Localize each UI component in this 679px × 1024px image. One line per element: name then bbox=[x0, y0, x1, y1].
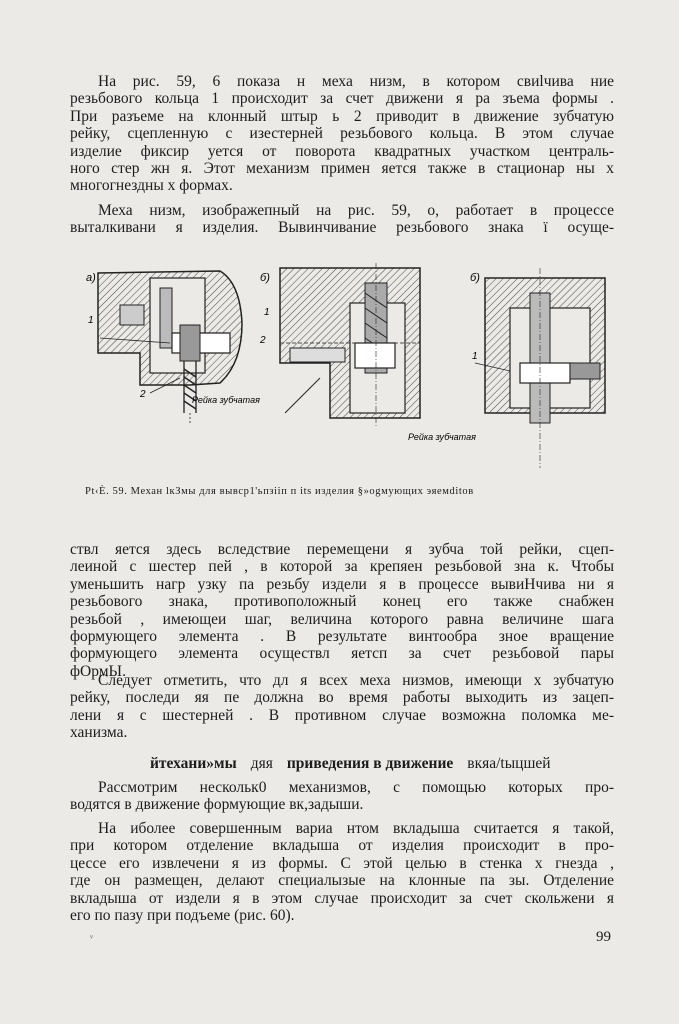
page-mark: ᵛ bbox=[90, 933, 93, 944]
text-line: при котором отделение вкладыша от изделия происходит в про- bbox=[70, 837, 614, 855]
diagram-b bbox=[259, 263, 420, 428]
text-line: Рассмотрим нескольк0 механизмов, с помощью которых про- bbox=[98, 779, 614, 796]
paragraph-1 bbox=[70, 73, 614, 195]
part-number: 1 bbox=[472, 351, 478, 362]
text-line: резьбой , имеющеи шаг, величина которого равна величине шага bbox=[70, 610, 614, 628]
rack-label: Рейка зубчатая bbox=[408, 432, 476, 442]
text-line: На рис. 59, 6 показа н меха низм, в котором свиlчива ние bbox=[98, 73, 614, 90]
text-line: где он размещен, делают специалызые на клонные па зы. Отделение bbox=[70, 872, 614, 890]
label-a: а) bbox=[86, 272, 96, 284]
diagram-c bbox=[408, 268, 605, 468]
part-number: 2 bbox=[140, 389, 146, 400]
text-line: цессе его извлечени я из формы. С этой целью в стенка х гнезда , bbox=[70, 854, 614, 872]
figure-caption: Pt‹È. 59. Механ lкЗмы для вывср1'ьпзiiп п its изделия §»оgмующих эяемditов bbox=[85, 486, 474, 497]
paragraph-3 bbox=[70, 541, 614, 680]
text-line: резьбового кольца 1 происходит за счет движени я ра зъема формы . bbox=[70, 90, 614, 108]
text-line: Следует отметить, что дл я всех меха низмов, имеющи х зубчатую bbox=[98, 672, 614, 689]
text-line: ствл яется здесь вследствие перемещени я зубча той рейки, сцеп- bbox=[70, 541, 614, 558]
label-c: б) bbox=[470, 272, 480, 284]
heading-part: вкяа/tыцшей bbox=[467, 755, 551, 772]
text-line: фОрмЫ. bbox=[70, 662, 126, 680]
section-heading bbox=[150, 755, 610, 773]
text-line: формующего элемента . В результате винтообра зное вращение bbox=[70, 628, 614, 646]
paragraph-6 bbox=[70, 779, 614, 814]
text-line: рейку, последи яя пе должна во время работы выходить из зацеп- bbox=[70, 689, 614, 707]
text-line: формующего элемента осуществл яетсп за счет резьбовой пары bbox=[70, 645, 614, 663]
text-line: рейку, сцепленную с изестерней резьбового кольца. В этом случае bbox=[70, 125, 614, 143]
part-number: 2 bbox=[260, 335, 266, 346]
rack-label: Рейка зубчатая bbox=[192, 395, 260, 405]
text-line: изделие фиксир уется от поворота квадратных участком централь- bbox=[70, 142, 614, 160]
text-line: При разъеме на клонный штыр ь 2 приводит в движение зубчатую bbox=[70, 107, 614, 125]
text-line: ного стер жн я. Этот механизм примен яется также в стационар ны х bbox=[70, 160, 614, 178]
text-line: водятся в движение формующие вк,задыши. bbox=[70, 796, 364, 814]
diagram-a bbox=[86, 271, 260, 423]
text-line: выталкивани я изделия. Вывинчивание резьбового знака ї осуще- bbox=[70, 219, 614, 237]
part-number: 1 bbox=[264, 307, 270, 318]
text-line: многогнездны х формах. bbox=[70, 177, 233, 195]
text-line: Меха низм, изображепный на рис. 59, о, работает в процессе bbox=[98, 202, 614, 219]
text-line: вкладыша от издели я в этом случае происходит за счет скольжени я bbox=[70, 889, 614, 907]
text-line: леиной с шестер пей , в которой за крепяен резьбовой зна к. Чтобы bbox=[70, 558, 614, 576]
text-line: На иболее совершенным вариа нтом вкладыша считается я такой, bbox=[98, 820, 614, 837]
text-line: ханизма. bbox=[70, 724, 128, 742]
part-number: 1 bbox=[88, 315, 94, 326]
label-b: б) bbox=[260, 272, 270, 284]
paragraph-2 bbox=[70, 202, 614, 237]
text-line: резьбового знака, противоположный конец его также снабжен bbox=[70, 593, 614, 611]
page-number: 99 bbox=[596, 929, 611, 945]
text-line: лени я с шестерней . В противном случае возможна поломка ме- bbox=[70, 706, 614, 724]
heading-part: йтехани»мы bbox=[150, 755, 237, 772]
heading-part: дяя bbox=[250, 755, 273, 772]
figure-59-mechanisms bbox=[80, 263, 620, 473]
text-line: уменьшить нагр узку па резьбу издели я в процессе вывиНчива ни я bbox=[70, 575, 614, 593]
text-line: его по пазу при подъеме (рис. 60). bbox=[70, 907, 295, 925]
paragraph-7 bbox=[70, 820, 614, 924]
heading-part: приведения в движение bbox=[286, 755, 454, 772]
paragraph-4 bbox=[70, 672, 614, 742]
